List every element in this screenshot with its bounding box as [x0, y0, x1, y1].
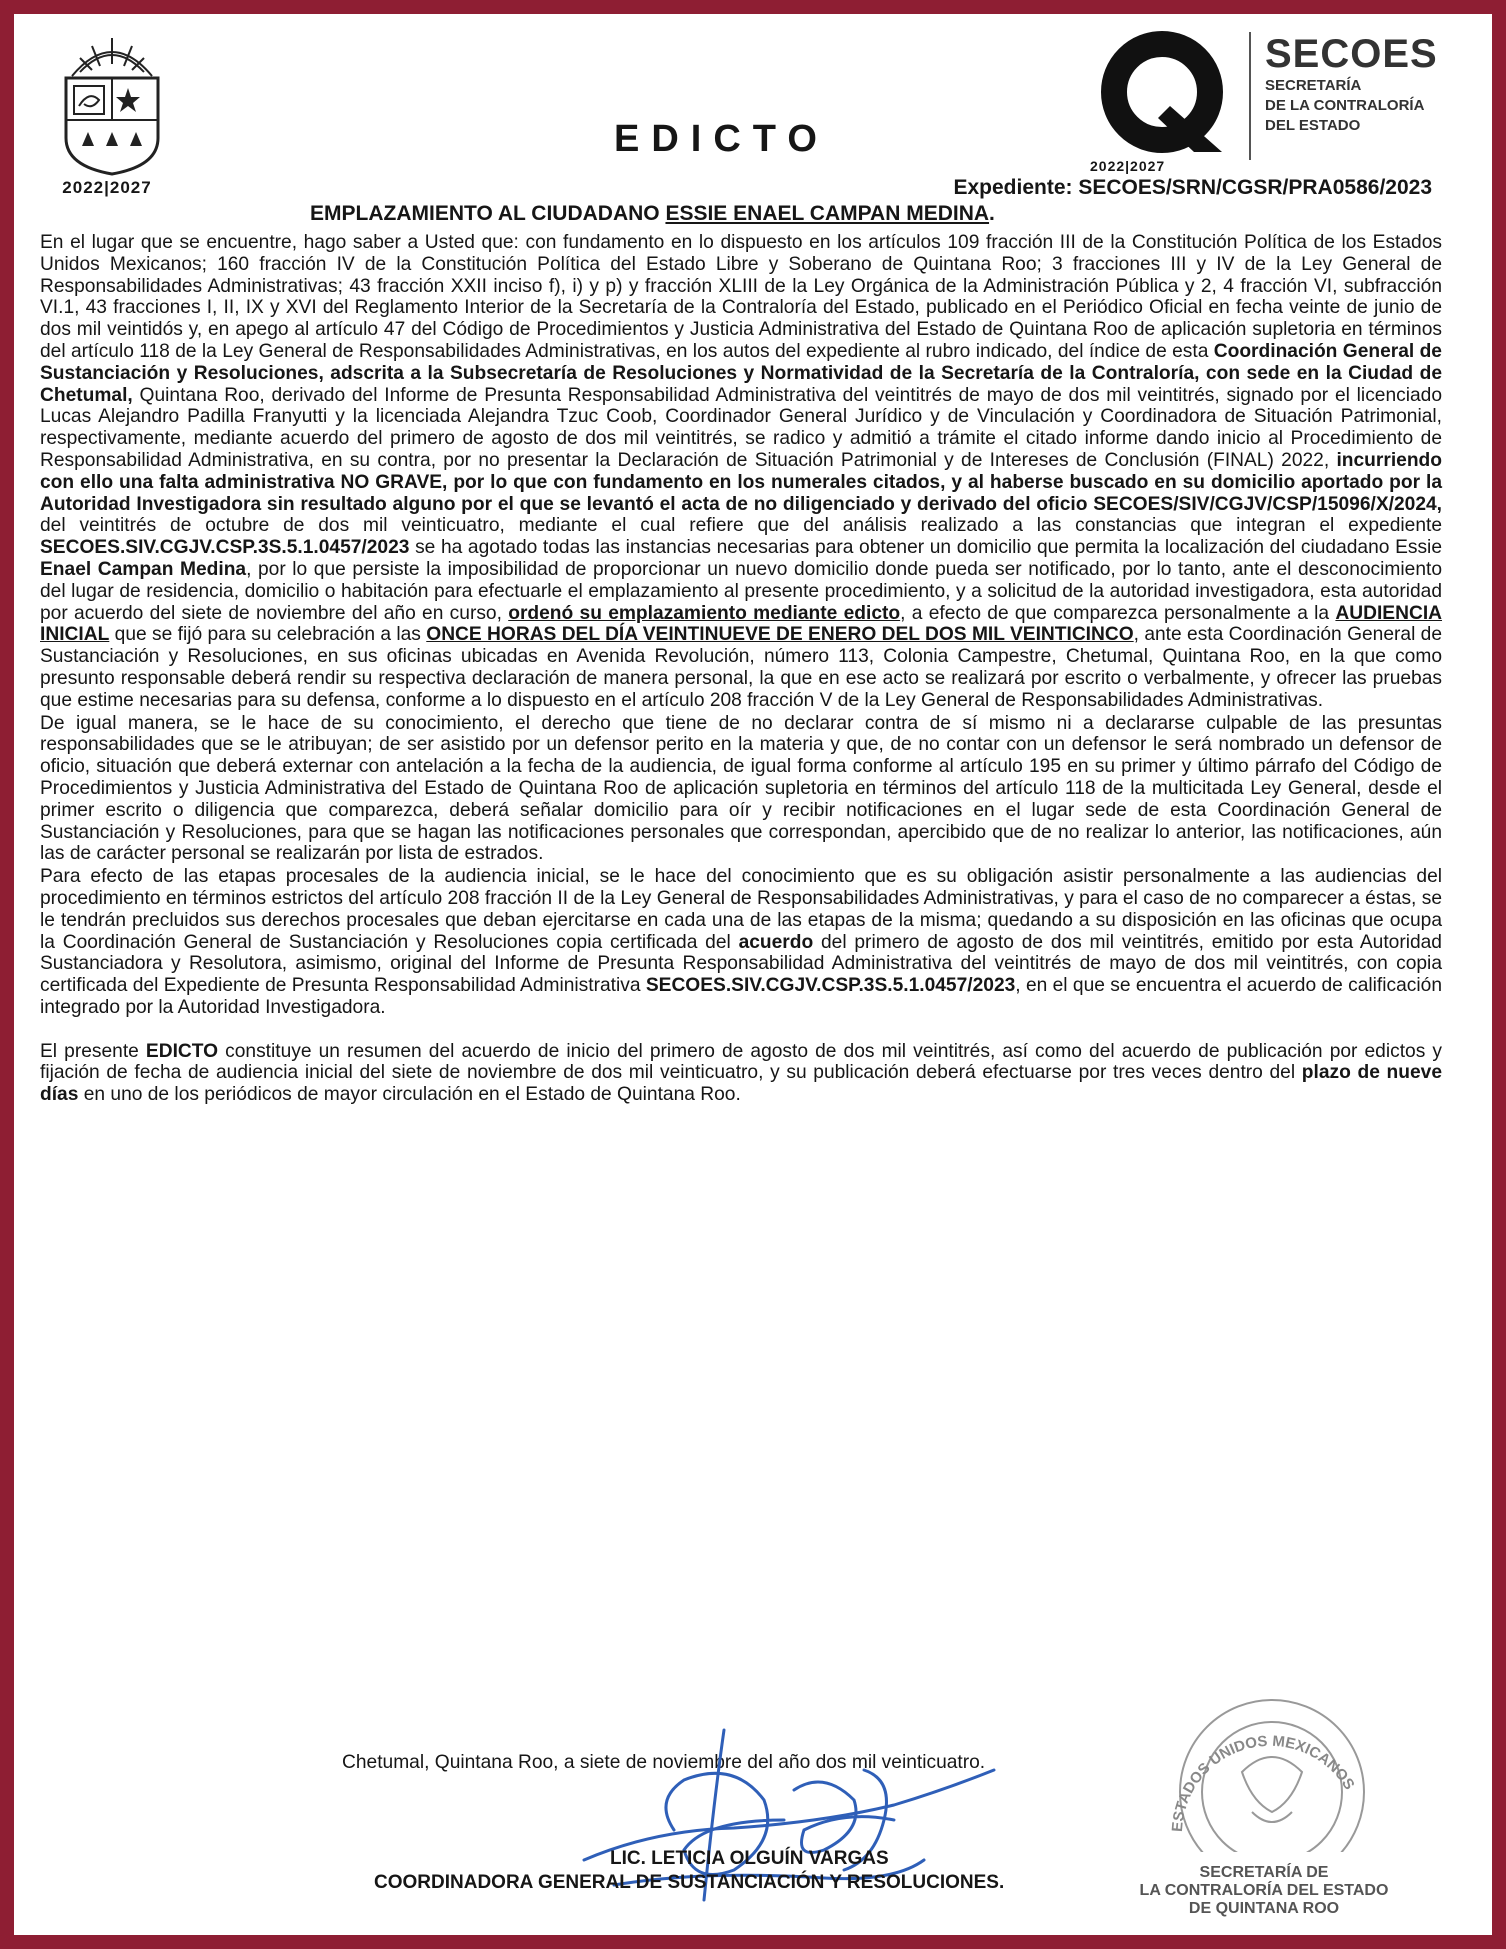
paragraph-1 [40, 232, 1442, 712]
paragraph-2: De igual manera, se le hace de su conocimiento, el derecho que tiene de no declarar contra de sí mismo ni a declararse culpable de las presuntas responsabilidades que se le atribuyan; de ser asistido por un defensor perito en la materia y que, de no contar con un defensor le será nombrado un defensor de oficio, situación que deberá externar con antelación a la fecha de la audiencia, de igual forma conforme al artículo 195 en su primer y último párrafo del Código de Procedimientos y Justicia Administrativa del Estado de Quintana Roo de aplicación supletoria en términos del artículo 118 de la multicitada Ley General, desde el primer escrito o diligencia que comparezca, deberá señalar domicilio para oír y recibir notificaciones en el lugar sede de esta Coordinación General de Sustanciación y Resoluciones, para que se hagan las notificaciones personales que correspondan, apercibido que de no realizar lo anterior, las notificaciones, aún las de carácter personal se realizarán por lista de estrados. [40, 712, 1442, 865]
org-short-name: SECOES [1265, 32, 1438, 76]
p1-bold-underline-3: ONCE HORAS DEL DÍA VEINTINUEVE DE ENERO DEL DOS MIL VEINTICINCO [426, 624, 1134, 646]
seal-ring-text: ESTADOS UNIDOS MEXICANOS [1168, 1732, 1358, 1833]
p1-bold-4: Enael Campan Medina [40, 558, 247, 580]
p3-text-2: del primero de agosto de dos mil veintitrés, emitido por esta Autoridad Sustanciadora y Resolutora, asimismo, original del Informe de Presunta Responsabilidad Administrativa del veintitrés de mayo de dos mil veintitrés, con copia certificada del Expediente de Presunta Responsabilidad Administrativa [40, 931, 1442, 997]
org-line-2: DE LA CONTRALORÍA [1265, 97, 1425, 114]
p3-bold-1: acuerdo [738, 931, 814, 953]
signatory-name: LIC. LETICIA OLGUÍN VARGAS [610, 1848, 889, 1869]
summons-heading [310, 202, 995, 226]
p3-text-3: , en el que se encuentra el acuerdo de calificación integrado por la Autoridad Investigadora. [40, 975, 1442, 1018]
quintana-roo-coat-of-arms-logo [52, 28, 182, 198]
paragraph-3 [40, 866, 1442, 1019]
summons-suffix: . [989, 202, 995, 225]
official-seal [1142, 1682, 1392, 1852]
p1-bold-1: Coordinación General de Sustanciación y Resoluciones, adscrita a la Subsecretaría de Resoluciones y Normatividad de la Secretaría de la Contraloría, con sede en la Ciudad de Chetumal, [40, 340, 1442, 406]
p1-text-7: que se fijó para su celebración a las [109, 624, 427, 646]
signatory-title: COORDINADORA GENERAL DE SUSTANCIACIÓN Y RESOLUCIONES. [374, 1872, 1005, 1893]
p1-text-3: del veintitrés de octubre de dos mil veinticuatro, mediante el cual refiere que del análisis realizado a las constancias que integran el expediente [40, 515, 1442, 537]
p1-text-8: , ante esta Coordinación General de Sustanciación y Resoluciones, en sus oficinas ubicadas en Avenida Revolución, número 113, Colonia Campestre, Chetumal, Quintana Roo, en la que como presunto responsable deberá rendir su respectiva declaración de manera personal, la que en ese acto se realizará por escrito o verbalmente, y ofrecer las pruebas que estime necesarias para su defensa, conforme a lo dispuesto en el artículo 208 fracción V de la Ley General de Responsabilidades Administrativas. [40, 624, 1443, 711]
p1-text-4: se ha agotado todas las instancias necesarias para obtener un domicilio que permita la localización del ciudadano Essie [409, 537, 1442, 559]
p1-text-6: , a efecto de que comparezca personalmente a la [900, 602, 1336, 624]
document-page [24, 22, 1482, 1927]
org-line-3: DEL ESTADO [1265, 117, 1361, 134]
paragraph-4 [40, 1041, 1442, 1106]
p1-bold-3: SECOES.SIV.CGJV.CSP.3S.5.1.0457/2023 [40, 537, 410, 559]
case-number: Expediente: SECOES/SRN/CGSR/PRA0586/2023 [953, 176, 1432, 199]
svg-text:ESTADOS UNIDOS MEXICANOS [1169, 1733, 1358, 1833]
seal-line-2: LA CONTRALORÍA DEL ESTADO [1139, 1882, 1389, 1899]
q-logo [1082, 28, 1252, 183]
p1-text-5: , por lo que persiste la imposibilidad de proporcionar un nuevo domicilio donde pueda ser notificado, por lo tanto, ante el desconocimiento del lugar de residencia, domicilio o habitación para efectuarle el emplazamiento al presente procedimiento, y a solicitud de la autoridad investigadora, esta autoridad por acuerdo del siete de noviembre del año en curso, [40, 558, 1442, 624]
p4-text-1: El presente [40, 1040, 146, 1062]
seal-line-1: SECRETARÍA DE [1199, 1864, 1329, 1881]
p4-text-2: constituye un resumen del acuerdo de inicio del primero de agosto de dos mil veintitrés, así como del acuerdo de publicación por edictos y fijación de fecha de audiencia inicial del siete de noviembre de dos mil veinticuatro, y su publicación deberá efectuarse por tres veces dentro del [40, 1040, 1442, 1084]
secoes-logo [1249, 32, 1495, 160]
p1-text-2: Quintana Roo, derivado del Informe de Presunta Responsabilidad Administrativa del veintitrés de mayo de dos mil veintitrés, signado por el licenciado Lucas Alejandro Padilla Franyutti y la licenciada Alejandra Tzuc Coob, Coordinador General Jurídico y de Vinculación y Coordinadora de Situación Patrimonial, respectivamente, mediante acuerdo del primero de agosto de dos mil veintitrés, se radico y admitió a trámite el citado informe dando inicio al Procedimiento de Responsabilidad Administrativa, en su contra, por no presentar la Declaración de Situación Patrimonial y de Intereses de Conclusión (FINAL) 2022, [40, 384, 1442, 471]
p4-text-3: en uno de los periódicos de mayor circulación en el Estado de Quintana Roo. [78, 1084, 741, 1106]
seal-caption [1074, 1864, 1454, 1918]
p1-bold-2: incurriendo con ello una falta administrativa NO GRAVE, por lo que con fundamento en los numerales citados, y al haberse buscado en su domicilio aportado por la Autoridad Investigadora sin resultado alguno por el que se levantó el acta de no diligenciado y derivado del oficio SECOES/SIV/CGJV/CSP/15096/X/2024, [40, 449, 1442, 515]
p3-bold-2: SECOES.SIV.CGJV.CSP.3S.5.1.0457/2023 [645, 975, 1016, 997]
left-logo-year: 2022|2027 [62, 178, 152, 197]
document-title: EDICTO [614, 118, 829, 160]
p4-bold-1: EDICTO [145, 1040, 219, 1062]
summons-prefix: EMPLAZAMIENTO AL CIUDADANO [310, 202, 666, 225]
p3-text-1: Para efecto de las etapas procesales de la audiencia inicial, se le hace del conocimiento que es su obligación asistir personalmente a las audiencias del procedimiento en términos estrictos del artículo 208 fracción II de la Ley General de Responsabilidades Administrativas, y para el caso de no comparecer a éstas, se le tendrán precluidos sus derechos procesales que deban ejercitarse en cada una de las etapas de la misma; quedando a su disposición en las oficinas que ocupa la Coordinación General de Sustanciación y Resoluciones copia certificada del [40, 866, 1442, 953]
p1-text-1: En el lugar que se encuentre, hago saber a Usted que: con fundamento en lo dispuesto en los artículos 109 fracción III de la Constitución Política de los Estados Unidos Mexicanos; 160 fracción IV de la Constitución Política del Estado Libre y Soberano de Quintana Roo; 3 fracciones III y IV de la Ley General de Responsabilidades Administrativas; 43 fracción XXII inciso f), i) y p) y fracción XLIII de la Ley Orgánica de la Administración Pública y 2, 4 fracción VI, subfracción VI.1, 43 fracciones I, II, IX y XVI del Reglamento Interior de la Secretaría de la Contraloría del Estado, publicado en el Periódico Oficial en fecha veinte de junio de dos mil veintidós y, en apego al artículo 47 del Código de Procedimientos y Justicia Administrativa del Estado de Quintana Roo de aplicación supletoria en términos del artículo 118 de la Ley General de Responsabilidades Administrativas, en los autos del expediente al rubro indicado, del índice de esta [40, 232, 1442, 362]
summons-name: ESSIE ENAEL CAMPAN MEDINA [665, 202, 990, 225]
seal-line-3: DE QUINTANA ROO [1188, 1900, 1340, 1917]
org-line-1: SECRETARÍA [1265, 77, 1362, 94]
p1-bold-underline-2: AUDIENCIA INICIAL [40, 602, 1443, 646]
p1-bold-underline-1: ordenó su emplazamiento mediante edicto [508, 602, 901, 624]
p4-bold-2: plazo de nueve días [40, 1062, 1443, 1106]
place-and-date: Chetumal, Quintana Roo, a siete de noviembre del año dos mil veinticuatro. [342, 1752, 986, 1773]
document-body [40, 232, 1442, 1106]
q-logo-year: 2022|2027 [1090, 158, 1166, 174]
